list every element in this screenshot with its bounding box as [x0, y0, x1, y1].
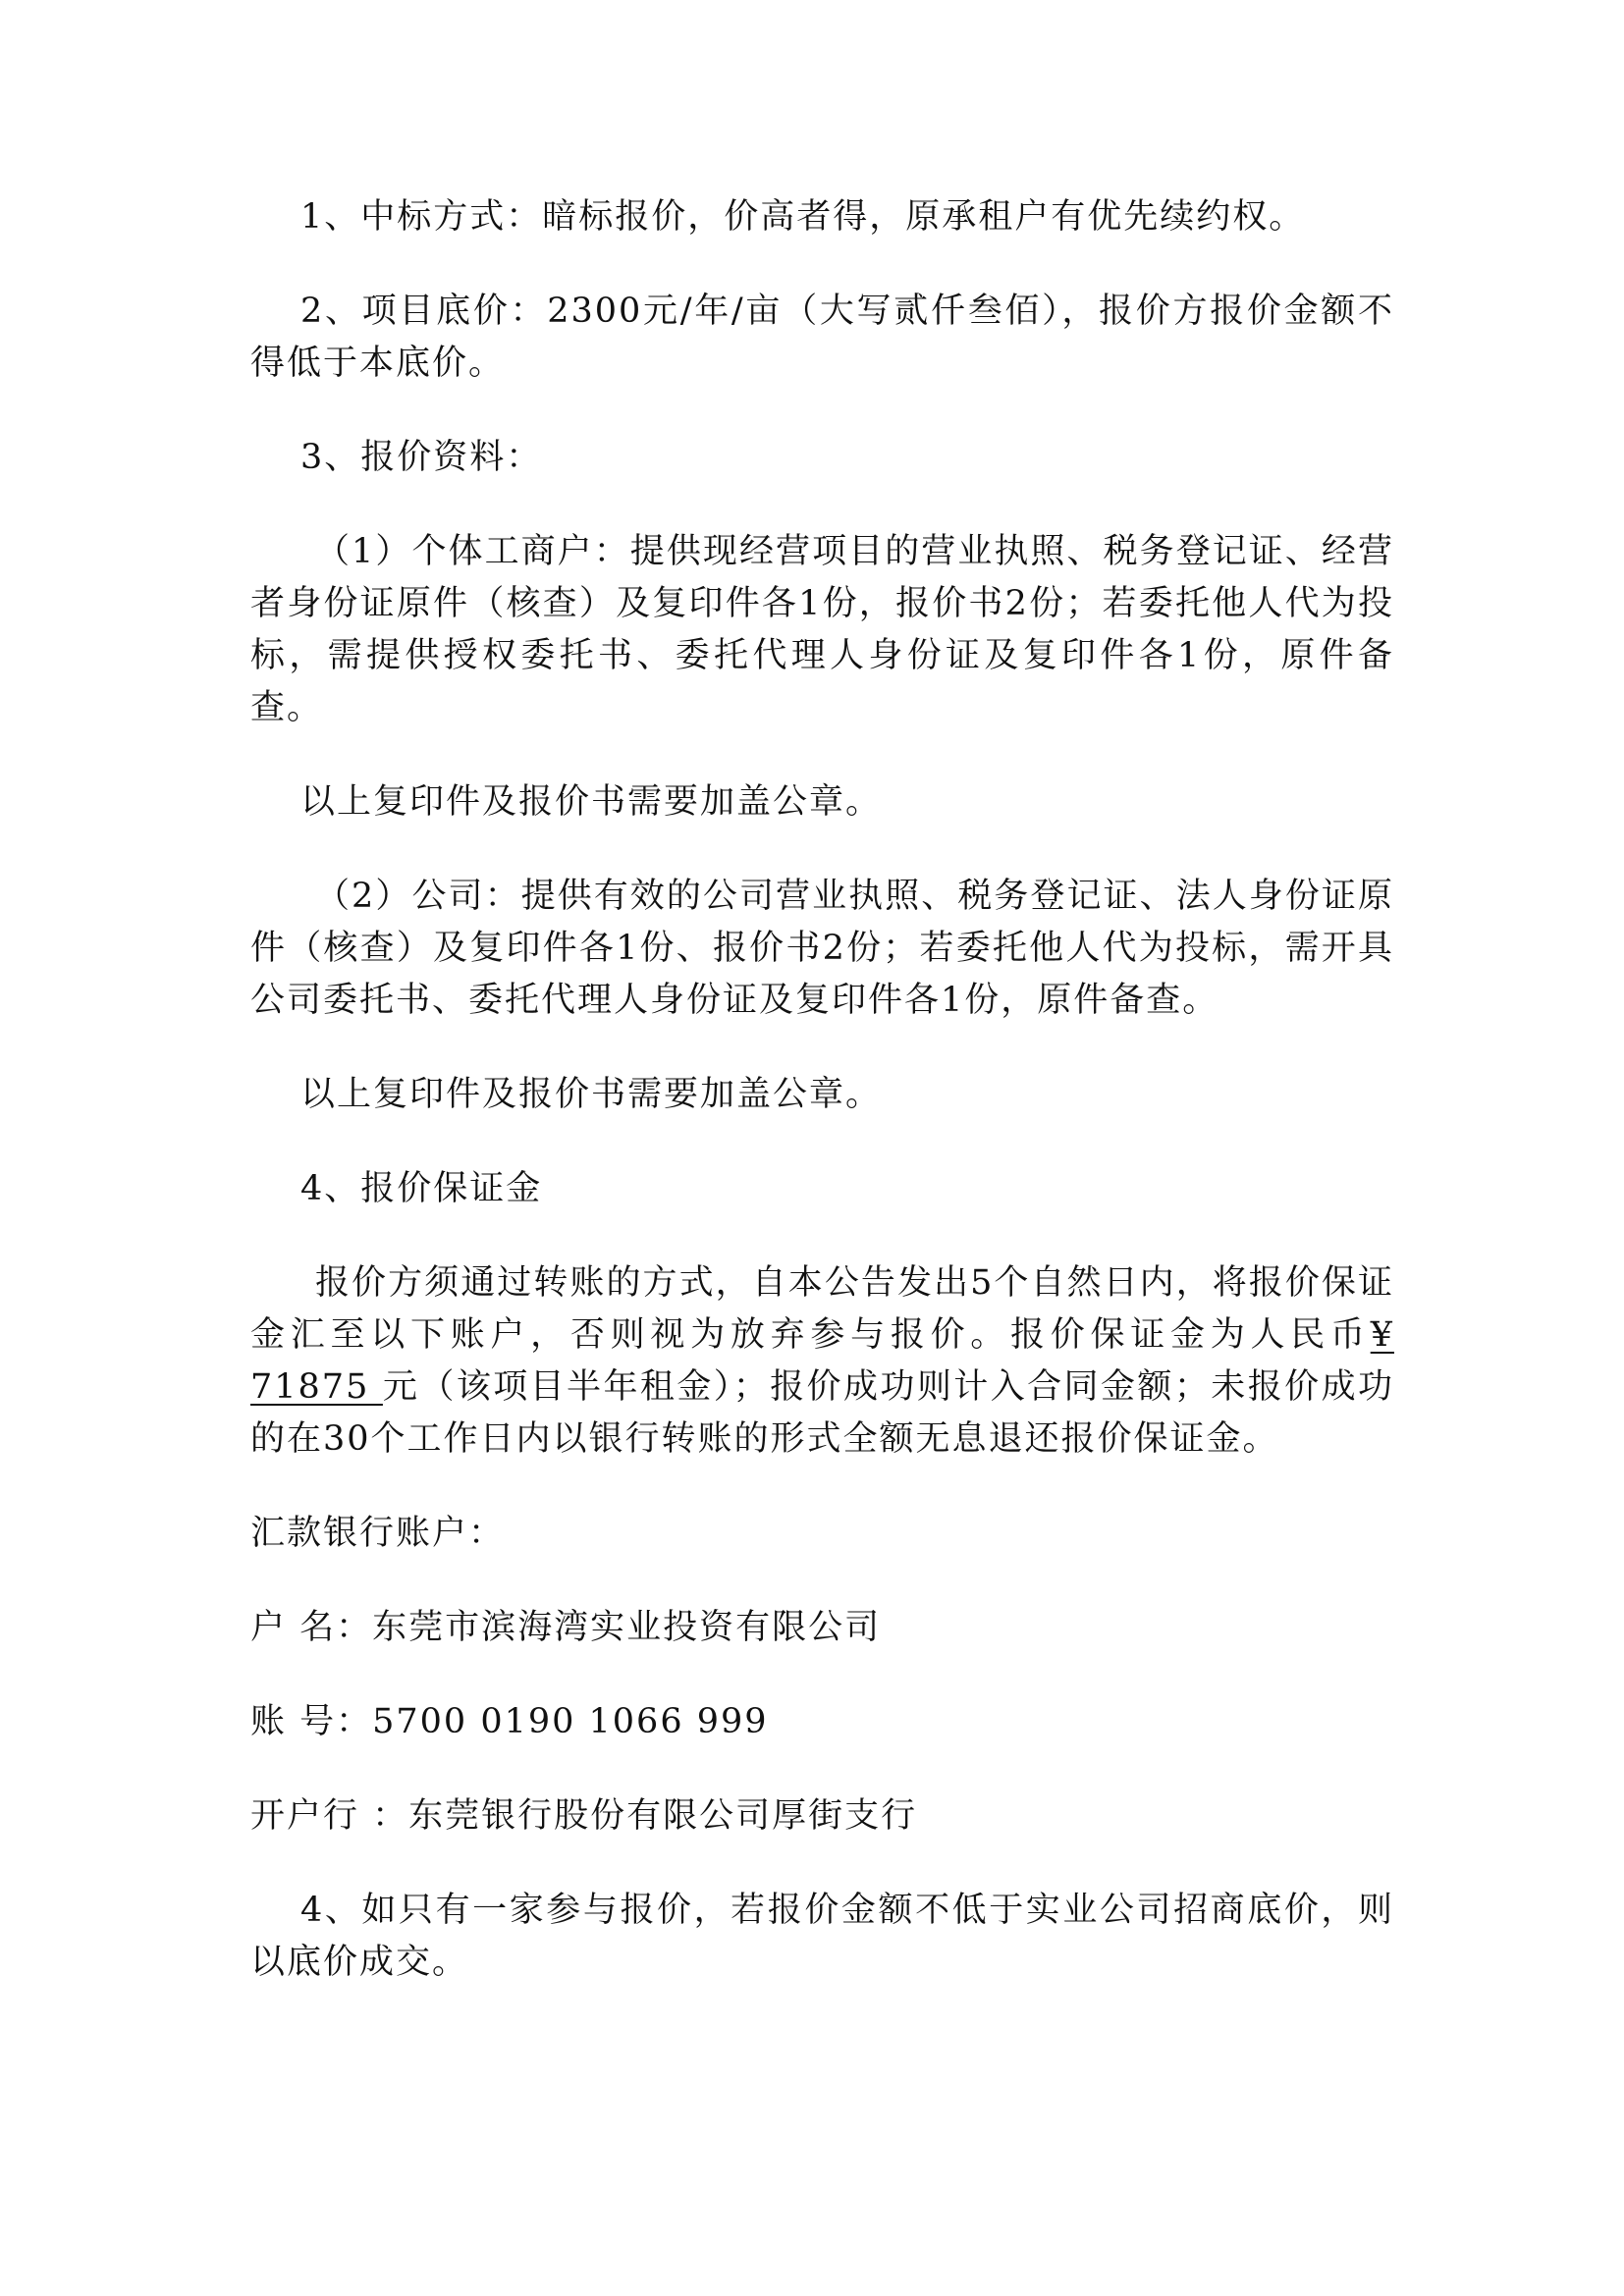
document-body [250, 191, 1394, 2031]
note-seal-required-1: 以上复印件及报价书需要加盖公章。 [300, 782, 883, 822]
item-reserve-price: 2、项目底价：2300元/年/亩（大写贰仟叁佰），报价方报价金额不得低于本底价。 [250, 292, 1394, 383]
bank-account-heading: 汇款银行账户： [250, 1514, 506, 1553]
account-number: 账 号：5700 0190 1066 999 [250, 1702, 769, 1741]
account-bank: 开户行 ：东莞银行股份有限公司厚街支行 [250, 1796, 918, 1836]
deposit-text-before: 报价方须通过转账的方式，自本公告发出5个自然日内，将报价保证金汇至以下账户，否则视为放弃参与报价。报价保证金为人民币 [250, 1263, 1394, 1355]
deposit-description [250, 1257, 1394, 1466]
item-bid-deposit: 4、报价保证金 [300, 1169, 543, 1208]
item-single-bidder: 4、如只有一家参与报价，若报价金额不低于实业公司招商底价，则以底价成交。 [250, 1891, 1394, 1982]
account-name: 户 名：东莞市滨海湾实业投资有限公司 [250, 1608, 882, 1647]
deposit-amount: ¥ 71875 [250, 1315, 1394, 1407]
deposit-text-after: 元（该项目半年租金）；报价成功则计入合同金额；未报价成功的在30个工作日内以银行转账的形式全额无息退还报价保证金。 [250, 1367, 1394, 1459]
item-bid-materials: 3、报价资料： [300, 438, 543, 477]
materials-individual-business: （1）个体工商户：提供现经营项目的营业执照、税务登记证、经营者身份证原件（核查）及复印件各1份，报价书2份；若委托他人代为投标，需提供授权委托书、委托代理人身份证及复印件各1份，原件备查。 [250, 532, 1394, 727]
note-seal-required-2: 以上复印件及报价书需要加盖公章。 [300, 1075, 883, 1114]
materials-company: （2）公司：提供有效的公司营业执照、税务登记证、法人身份证原件（核查）及复印件各1份、报价书2份；若委托他人代为投标，需开具公司委托书、委托代理人身份证及复印件各1份，原件备查。 [250, 877, 1394, 1020]
item-bid-method: 1、中标方式：暗标报价，价高者得，原承租户有优先续约权。 [300, 197, 1306, 237]
